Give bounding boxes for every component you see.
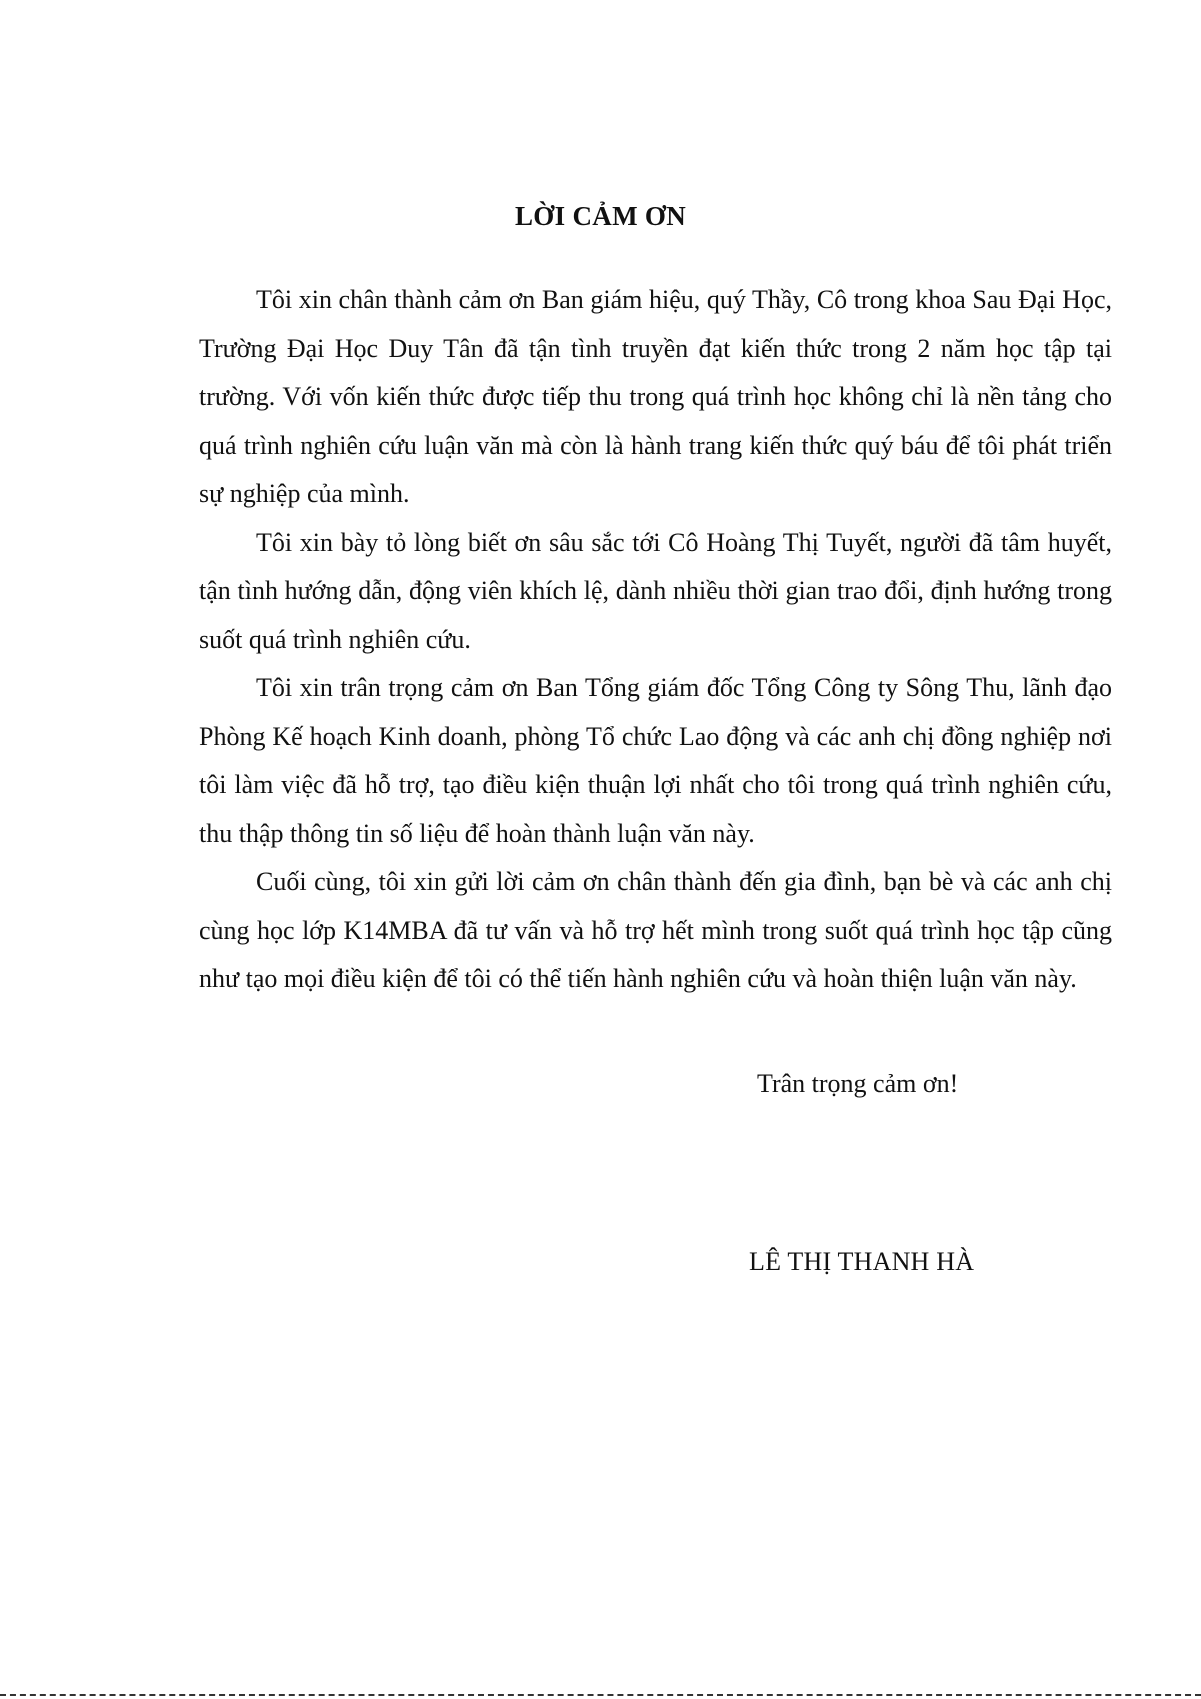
acknowledgement-body bbox=[199, 276, 1112, 1004]
paragraph: Cuối cùng, tôi xin gửi lời cảm ơn chân thành đến gia đình, bạn bè và các anh chị cùng học lớp K14MBA đã tư vấn và hỗ trợ hết mình trong suốt quá trình học tập cũng như tạo mọi điều kiện để tôi có thể tiến hành nghiên cứu và hoàn thiện luận văn này. bbox=[199, 867, 1112, 993]
author-signature-name: LÊ THỊ THANH HÀ bbox=[749, 1247, 975, 1276]
paragraph: Tôi xin chân thành cảm ơn Ban giám hiệu, quý Thầy, Cô trong khoa Sau Đại Học, Trường Đại Học Duy Tân đã tận tình truyền đạt kiến thức trong 2 năm học tập tại trường. Với vốn kiến thức được tiếp thu trong quá trình học không chỉ là nền tảng cho quá trình nghiên cứu luận văn mà còn là hành trang kiến thức quý báu để tôi phát triển sự nghiệp của mình. bbox=[199, 285, 1112, 508]
paragraph: Tôi xin bày tỏ lòng biết ơn sâu sắc tới Cô Hoàng Thị Tuyết, người đã tâm huyết, tận tình hướng dẫn, động viên khích lệ, dành nhiều thời gian trao đổi, định hướng trong suốt quá trình nghiên cứu. bbox=[199, 527, 1112, 654]
closing-line: Trân trọng cảm ơn! bbox=[757, 1069, 959, 1098]
page-bottom-divider bbox=[0, 1694, 1201, 1696]
paragraph: Tôi xin trân trọng cảm ơn Ban Tổng giám đốc Tổng Công ty Sông Thu, lãnh đạo Phòng Kế hoạch Kinh doanh, phòng Tổ chức Lao động và các anh chị đồng nghiệp nơi tôi làm việc đã hỗ trợ, tạo điều kiện thuận lợi nhất cho tôi trong quá trình nghiên cứu, thu thập thông tin số liệu để hoàn thành luận văn này. bbox=[199, 673, 1112, 848]
page-title: LỜI CẢM ƠN bbox=[515, 201, 686, 231]
